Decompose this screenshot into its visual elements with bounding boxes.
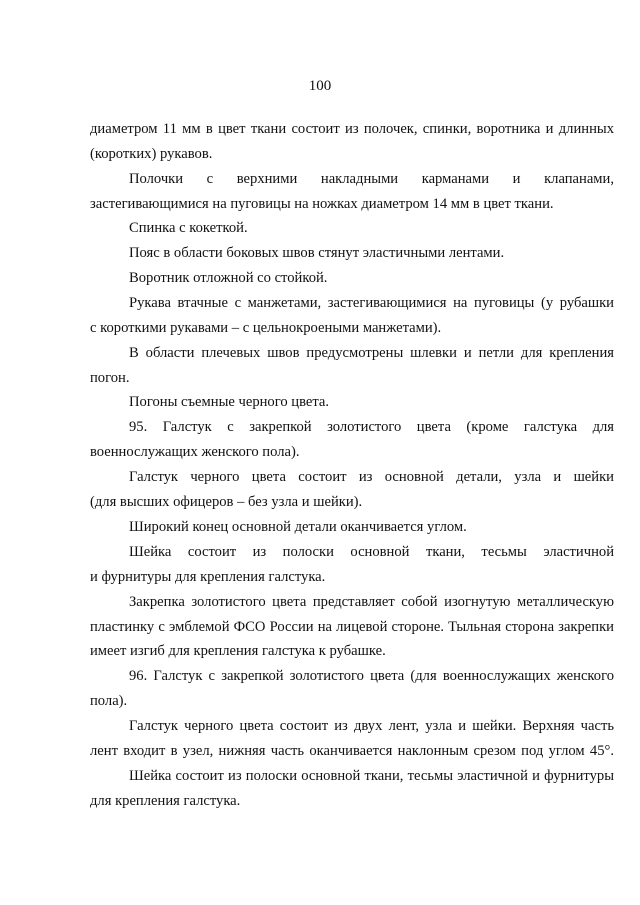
text-line: погон.: [90, 370, 130, 386]
text-line: Галстук черного цвета состоит из основной детали, узла и шейки: [129, 469, 614, 485]
text-line: В области плечевых швов предусмотрены шлевки и петли для крепления: [129, 345, 614, 361]
text-line: пластинку с эмблемой ФСО России на лицевой стороне. Тыльная сторона закрепки: [90, 619, 614, 635]
text-line: диаметром 11 мм в цвет ткани состоит из полочек, спинки, воротника и длинных: [90, 121, 614, 137]
text-line: Закрепка золотистого цвета представляет собой изогнутую металлическую: [129, 594, 614, 610]
text-line: Шейка состоит из полоски основной ткани, тесьмы эластичной: [129, 544, 614, 560]
text-line: Рукава втачные с манжетами, застегивающимися на пуговицы (у рубашки: [129, 295, 614, 311]
text-line: Погоны съемные черного цвета.: [129, 394, 330, 410]
text-line: лент входит в узел, нижняя часть оканчивается наклонным срезом под углом 45°.: [90, 743, 614, 759]
text-line: для крепления галстука.: [90, 793, 241, 809]
text-line: Пояс в области боковых швов стянут эластичными лентами.: [129, 245, 505, 261]
text-line: с короткими рукавами – с цельнокроеными манжетами).: [90, 320, 442, 336]
section-heading-96: 96. Галстук с закрепкой золотистого цвета (для военнослужащих женского: [129, 668, 614, 684]
text-line: Спинка с кокеткой.: [129, 220, 248, 236]
page-number: 100: [308, 78, 332, 94]
text-line: Воротник отложной со стойкой.: [129, 270, 328, 286]
text-line: имеет изгиб для крепления галстука к рубашке.: [90, 643, 386, 659]
text-line: военнослужащих женского пола).: [90, 444, 300, 460]
text-line: Шейка состоит из полоски основной ткани, тесьмы эластичной и фурнитуры: [129, 768, 614, 784]
text-line: (для высших офицеров – без узла и шейки).: [90, 494, 363, 510]
text-line: и фурнитуры для крепления галстука.: [90, 569, 326, 585]
section-heading-95: 95. Галстук с закрепкой золотистого цвета (кроме галстука для: [129, 419, 614, 435]
text-line: Полочки с верхними накладными карманами и клапанами,: [129, 171, 614, 187]
text-line: пола).: [90, 693, 128, 709]
text-line: застегивающимися на пуговицы на ножках диаметром 14 мм в цвет ткани.: [90, 196, 554, 212]
text-line: (коротких) рукавов.: [90, 146, 213, 162]
text-line: Галстук черного цвета состоит из двух лент, узла и шейки. Верхняя часть: [129, 718, 614, 734]
text-line: Широкий конец основной детали оканчивается углом.: [129, 519, 467, 535]
